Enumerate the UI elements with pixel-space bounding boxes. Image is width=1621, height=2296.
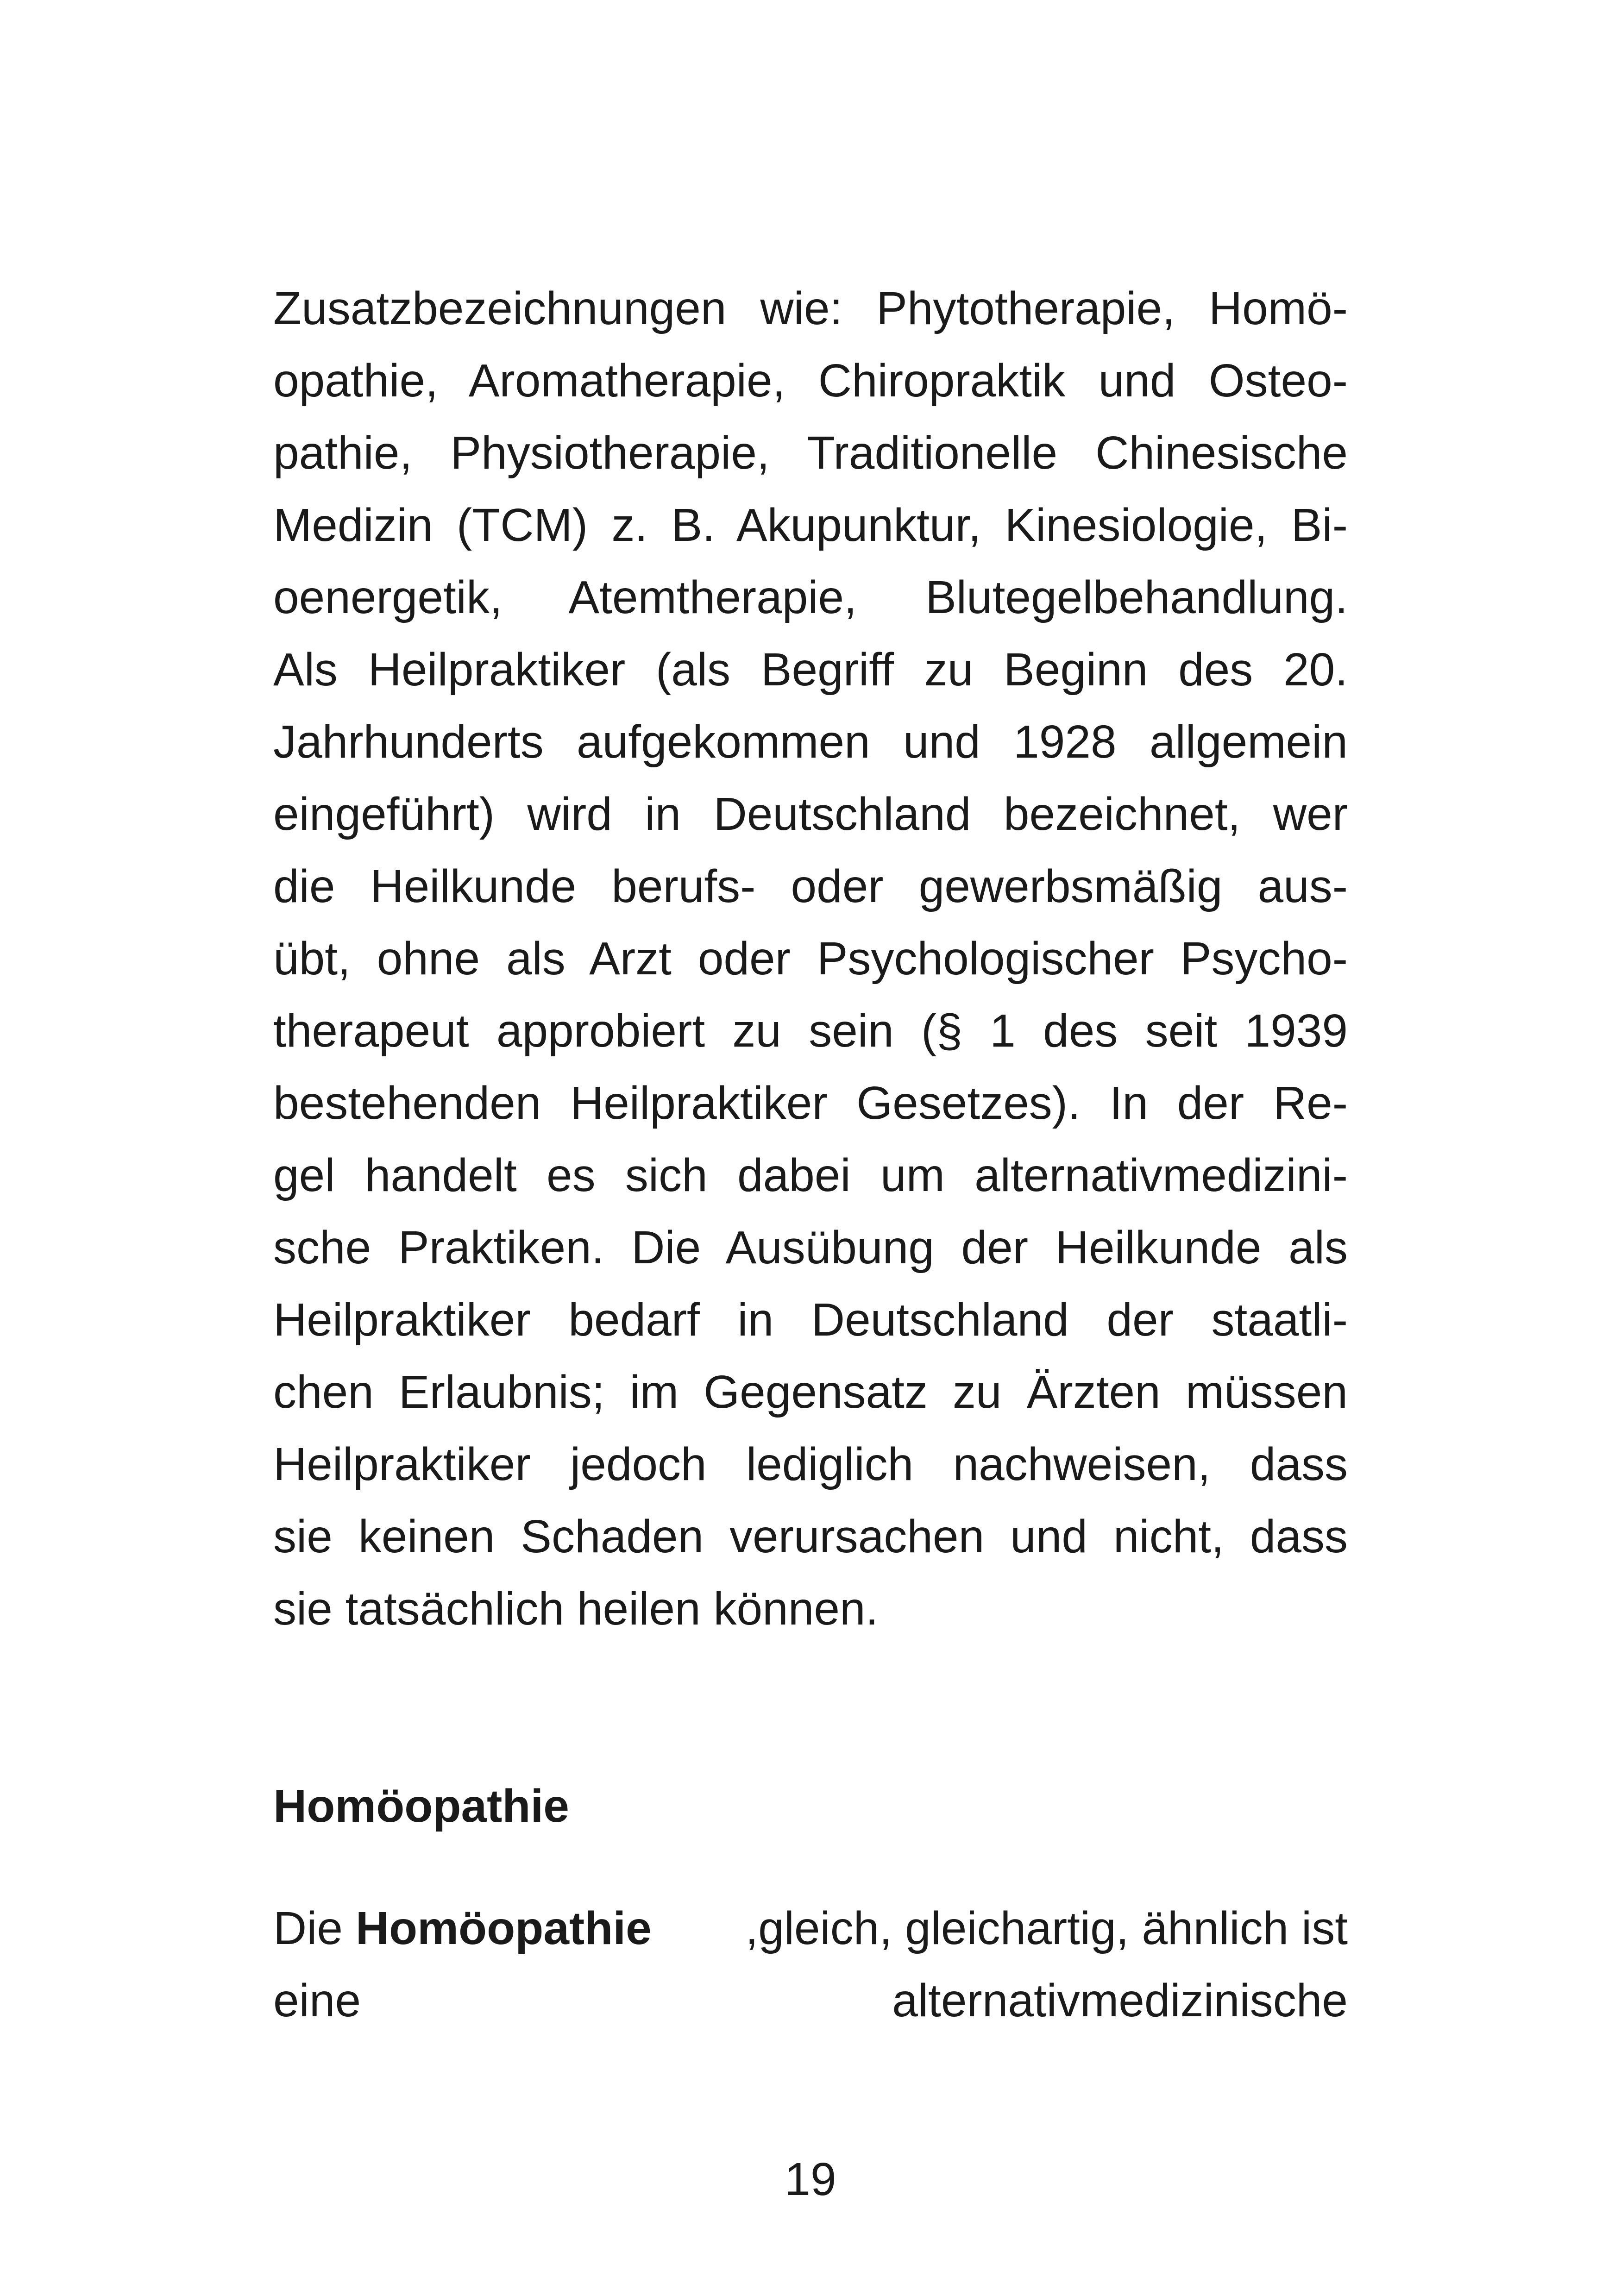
intro-line-1	[273, 1892, 1348, 1964]
page-number: 19	[785, 2153, 836, 2205]
paragraph-line: Heilpraktiker jedoch lediglich nachweisen, dass	[273, 1438, 1348, 1490]
paragraph-line-last: sie tatsächlich heilen können.	[273, 1583, 879, 1635]
paragraph-line: Zusatzbezeichnungen wie: Phytotherapie, Homö-	[273, 282, 1348, 334]
paragraph-line: opathie, Aromatherapie, Chiropraktik und Osteo-	[273, 355, 1348, 407]
paragraph-line: Jahrhunderts aufgekommen und 1928 allgemein	[273, 716, 1348, 768]
paragraph-line: Heilpraktiker bedarf in Deutschland der staatli-	[273, 1294, 1348, 1346]
intro-rest: ,gleich, gleichartig, ähnlich ist	[745, 1902, 1348, 1954]
paragraph-line: Als Heilpraktiker (als Begriff zu Beginn des 20.	[273, 644, 1348, 696]
paragraph-line: chen Erlaubnis; im Gegensatz zu Ärzten müssen	[273, 1366, 1348, 1418]
intro-bold-term: Homöopathie	[355, 1902, 652, 1954]
intro-line2-right: alternativmedizinische	[892, 1975, 1348, 2026]
paragraph-line: eingeführt) wird in Deutschland bezeichnet, wer	[273, 788, 1348, 840]
intro-prefix: Die	[273, 1902, 356, 1954]
paragraph-line: bestehenden Heilpraktiker Gesetzes). In der Re-	[273, 1077, 1348, 1129]
section-heading: Homöopathie	[273, 1780, 569, 1832]
paragraph-line: die Heilkunde berufs- oder gewerbsmäßig aus-	[273, 860, 1348, 912]
paragraph-line: übt, ohne als Arzt oder Psychologischer Psycho-	[273, 933, 1348, 985]
paragraph-line: therapeut approbiert zu sein (§ 1 des seit 1939	[273, 1005, 1348, 1057]
paragraph-line: Medizin (TCM) z. B. Akupunktur, Kinesiologie, Bi-	[273, 499, 1348, 551]
paragraph-line: sche Praktiken. Die Ausübung der Heilkunde als	[273, 1222, 1348, 1273]
paragraph-line: oenergetik, Atemtherapie, Blutegelbehandlung.	[273, 571, 1348, 623]
paragraph-line: sie keinen Schaden verursachen und nicht, dass	[273, 1511, 1348, 1562]
paragraph-line: pathie, Physiotherapie, Traditionelle Chinesische	[273, 427, 1348, 479]
paragraph-line: gel handelt es sich dabei um alternativmedizini-	[273, 1149, 1348, 1201]
intro-line-2	[273, 1964, 1348, 2037]
intro-line2-left: eine	[273, 1975, 361, 2026]
intro-lead	[273, 1892, 652, 1964]
body-paragraph	[273, 272, 1348, 1645]
intro-paragraph	[273, 1892, 1348, 2037]
